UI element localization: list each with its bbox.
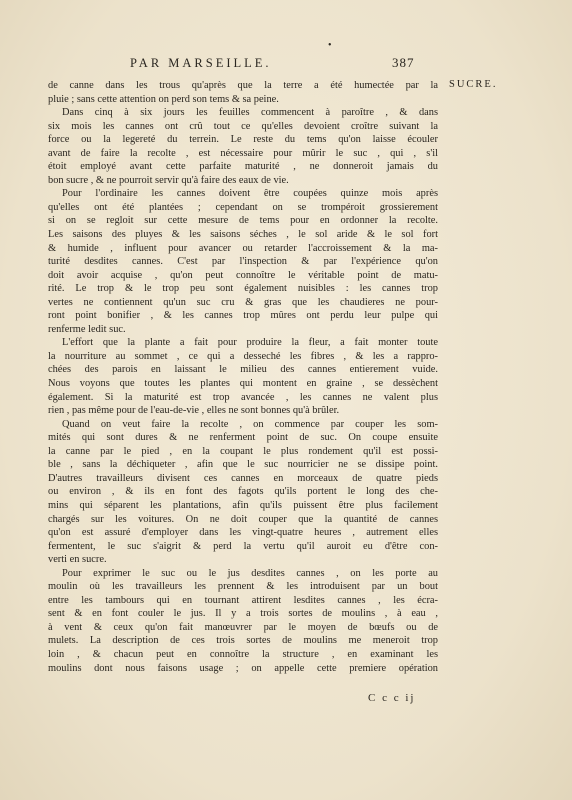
text-line: Pour exprimer le suc ou le jus desdites cannes , on les porte au bbox=[62, 567, 438, 579]
text-line: Les saisons des pluyes & les saisons séches , le sol aride & le sol fort bbox=[48, 229, 438, 241]
margin-note: SUCRE. bbox=[449, 79, 498, 90]
text-line: à vent & ceux qu'on fait manœuvrer par le moyen de bœufs ou de bbox=[48, 621, 438, 633]
text-line: sent & en font couler le jus. Il y a trois sortes de moulins , à eau , bbox=[48, 608, 438, 620]
text-line: moulins dont nous faisons usage ; on appelle cette premiere opération bbox=[48, 662, 438, 674]
text-line: mités qui sont dures & ne renferment point de suc. On coupe ensuite bbox=[48, 432, 438, 444]
text-line: Pour l'ordinaire les cannes doivent être coupées quinze mois après bbox=[62, 188, 438, 200]
text-line: loin , & chacun peut en connoître la structure , en examinant les bbox=[48, 648, 438, 660]
text-line: qu'elles ont été plantées ; cependant on se trompéroit grossierement bbox=[48, 201, 438, 213]
text-line: la nourriture au sommet , ce qui a desseché les fibres , & les a rappro- bbox=[48, 350, 438, 362]
page-number: 387 bbox=[392, 55, 415, 70]
text-line: vertes ne contiennent qu'un suc cru & gras que les chaudieres ne pour- bbox=[48, 296, 438, 308]
text-line: bon sucre , & ne pourroit servir qu'à faire des eaux de vie. bbox=[48, 174, 289, 186]
text-line: & humide , influent pour avancer ou retarder l'accroissement & la ma- bbox=[48, 242, 438, 254]
text-line: également. Si la maturité est trop avancée , les cannes ne valent plus bbox=[48, 391, 438, 403]
text-line: doit avoir acquise , qu'on peut connoître le véritable point de matu- bbox=[48, 269, 438, 281]
text-line: la canne par le pied , en la coupant le plus rondement qu'il est possi- bbox=[48, 445, 438, 457]
text-line: mulets. La description de ces trois sortes de moulins me meneroit trop bbox=[48, 635, 438, 647]
text-line: étoit employé avant cette parfaite maturité , ne donneroit jamais du bbox=[48, 161, 438, 173]
text-line: L'effort que la plante a fait pour produire la fleur, a fait monter toute bbox=[62, 337, 438, 349]
text-line: six mois les cannes ont crû tout ce qu'elles devoient croître suivant la bbox=[48, 120, 438, 132]
text-line: force ou la legereté du terrein. Le reste du tems qu'on laisse écouler bbox=[48, 134, 438, 146]
header-ornament: • bbox=[328, 40, 332, 51]
text-line: chargés sur les voitures. On ne doit couper que la quantité de cannes bbox=[48, 513, 438, 525]
text-line: turité desdites cannes. C'est par l'inspection & par l'expérience qu'on bbox=[48, 256, 438, 268]
text-line: entre les tambours qui en tournant attirent lesdites cannes , les écra- bbox=[48, 594, 438, 606]
text-line: chées des parois en laissant le milieu des cannes entierement vuide. bbox=[48, 364, 438, 376]
text-line: ou environ , & ils en font des fagots qu'ils portent le long des che- bbox=[48, 486, 438, 498]
text-line: D'autres travailleurs divisent ces cannes en morceaux de quatre pieds bbox=[48, 472, 438, 484]
text-line: Nous voyons que toutes les plantes qui montent en graine , se dessèchent bbox=[48, 378, 438, 390]
body-text bbox=[48, 79, 438, 675]
text-line: rien , pas même pour de l'eau-de-vie , elles ne sont bonnes qu'à brûler. bbox=[48, 405, 340, 417]
text-line: qu'on est assuré d'employer dans les vingt-quatre heures , autrement elles bbox=[48, 527, 438, 539]
text-line: de canne dans les trous qu'après que la terre a été humectée par la bbox=[48, 80, 438, 91]
text-line: fermentent, le suc s'aigrit & perd la vertu qu'il auroit eu d'être con- bbox=[48, 540, 438, 552]
text-line: mins qui séparent les plantations, afin qu'ils puissent être plus facilement bbox=[48, 499, 438, 511]
text-line: avant de faire la recolte , est nécessaire pour mûrir le suc , qui , s'il bbox=[48, 147, 438, 159]
text-line: moulin où les travailleurs les prennent & les introduisent par un bout bbox=[48, 581, 438, 593]
signature-mark: C c c ij bbox=[368, 692, 416, 704]
text-line: ront point bonifier , & les cannes trop mûres ont perdu leur pulpe qui bbox=[48, 310, 438, 322]
text-line: Dans cinq à six jours les feuilles commencent à paroître , & dans bbox=[62, 107, 438, 119]
text-line: renferme ledit suc. bbox=[48, 323, 126, 335]
text-line: ble , sans la déchiqueter , afin que le suc nourricier ne se dissipe point. bbox=[48, 459, 438, 471]
text-line: rité. Le trop & le trop peu sont également nuisibles : les cannes trop bbox=[48, 283, 438, 295]
text-line: Quand on veut faire la recolte , on commence par couper les som- bbox=[62, 418, 438, 430]
text-line: si on se regloit sur cette mesure de tems pour en ordonner la recolte. bbox=[48, 215, 438, 227]
running-head-title: PAR MARSEILLE. bbox=[130, 56, 272, 70]
text-line: verti en sucre. bbox=[48, 554, 107, 566]
text-line: pluie ; sans cette attention on perd son tems & sa peine. bbox=[48, 93, 279, 105]
